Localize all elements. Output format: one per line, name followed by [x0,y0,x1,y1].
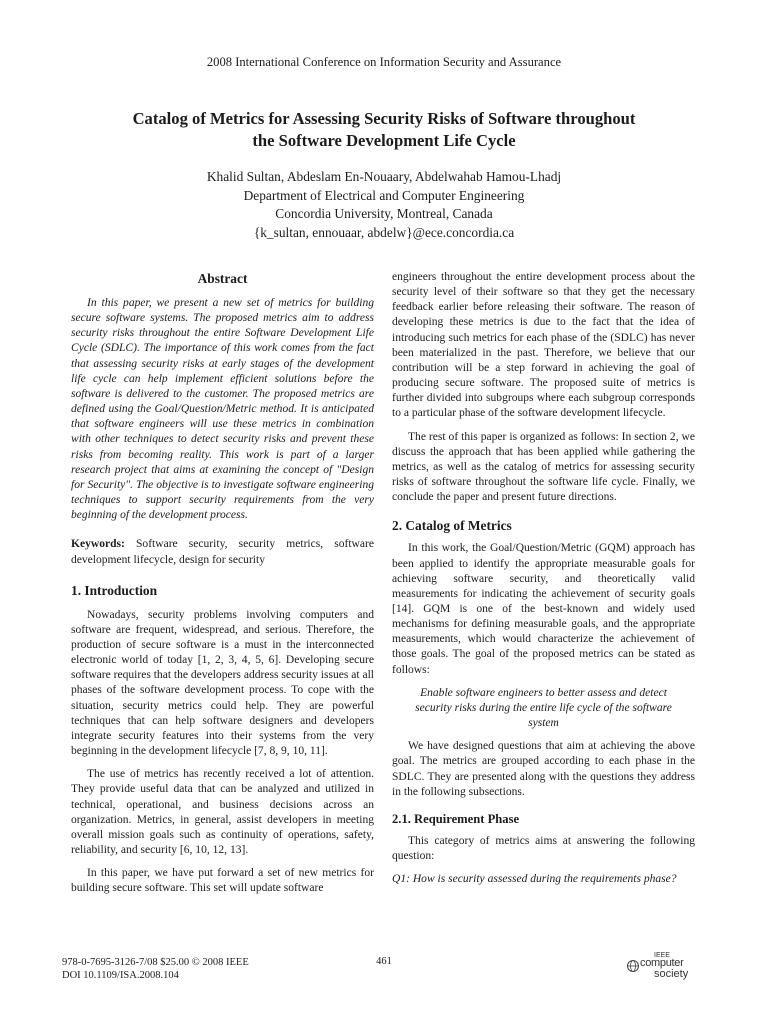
logo-ieee: IEEE [654,952,670,959]
intro-paragraph-2: The use of metrics has recently received a lot of attention. They provide useful data that can be analyzed and utilized in technical, operational, and business decisions across an organization. Metrics, in general, assist developers in meeting overall mission goals such as continuity of operations, safety, reliability, and security [6, 10, 12, 13]. [71,768,374,856]
abstract-text: In this paper, we present a new set of metrics for building secure software systems. The proposed metrics aim to address security risks throughout the entire Software Development Life Cycle (SDLC). The importance of this work comes from the fact that assessing security risks at early stages of the development life cycle can help implement efficient solutions before the software is delivered to the customer. The proposed metrics are defined using the Goal/Question/Metric method. It is anticipated that software engineers will use these metrics in combination with other techniques to detect security risks and prevent these risks from becoming reality. This work is part of a larger research project that aims at examining the concept of "Design for Security". The objective is to investigate software engineering techniques to support security requirements from the very beginning of the development process. [71,297,374,522]
intro-paragraph-3: In this paper, we have put forward a set of new metrics for building secure software. This set will update software [71,867,374,895]
paper-title [60,108,708,152]
keywords-label: Keywords: [71,538,125,551]
title-line-2: the Software Development Life Cycle [252,131,516,150]
keywords-text: Software security, security metrics, software development lifecycle, design for security [71,538,374,566]
section-2-1-paragraph: This category of metrics aims at answering the following question: [392,834,695,862]
page-number: 461 [376,956,392,967]
goal-statement: Enable software engineers to better assess and detect security risks during the entire life cycle of the software system [415,686,672,730]
section-2-paragraph-2: We have designed questions that aim at achieving the above goal. The metrics are grouped according to each phase in the SDLC. They are presented along with the questions they address in the following subsections. [392,740,695,798]
section-2-heading: 2. Catalog of Metrics [392,518,512,534]
section-1-heading: 1. Introduction [71,582,158,598]
globe-icon [626,959,640,973]
right-column [392,270,695,887]
emails: {k_sultan, ennouaar, abdelw}@ece.concordia.ca [253,224,515,240]
abstract-heading: Abstract [197,271,248,286]
logo-computer: computer [640,957,684,969]
section-2-1-heading: 2.1. Requirement Phase [392,811,520,826]
left-column [71,270,374,896]
section-2-paragraph-1: In this work, the Goal/Question/Metric (GQM) approach has been applied to identify the appropriate measurable goals for achieving software security, and theoretically valid measurements for indicating the achievement of security goals [14]. GQM is one of the best-known and widely used mechanisms for defining measurable goals, and the appropriate measurements, which would characterize the achievement of those goals. The goal of the proposed metrics can be stated as follows: [392,542,695,676]
authors: Khalid Sultan, Abdeslam En-Nouaary, Abdelwahab Hamou-Lhadj [206,169,562,184]
footer-isbn: 978-0-7695-3126-7/08 $25.00 © 2008 IEEE [62,957,249,968]
department: Department of Electrical and Computer Engineering [243,187,525,203]
author-block [60,168,708,242]
intro-paragraph-1: Nowadays, security problems involving computers and software are frequent, widespread, and serious. Therefore, the production of secure software is a must in the interconnected electronic world of today [1, 2, 3, 4, 5, 6]. Developing secure software requires that the developers address security issues at all phases of the software development process. To cope with the situation, security metrics could help. They are powerful techniques that can help software designers and developers integrate security features into their systems from the very beginning in the development lifecycle [7, 8, 9, 10, 11]. [71,608,375,758]
title-line-1: Catalog of Metrics for Assessing Security Risks of Software throughout [132,109,636,128]
right-paragraph-1: engineers throughout the entire development process about the security level of their software so that they get the necessary feedback earlier before releasing their software. The reason of developing these metrics is due to the fact that the idea of introducing such metrics for each phase of the (SDLC) has never been materialized in the past. Therefore, we believe that our contribution will be a step forward in achieving the goal of producing secure software. The proposed suite of metrics is further divided into subgroups where each subgroup corresponds to a particular phase of the software development lifecycle. [392,271,695,420]
ieee-computer-society-logo [626,952,708,982]
conference-header: 2008 International Conference on Information Security and Assurance [206,55,562,69]
logo-society: society [654,968,689,980]
right-paragraph-2: The rest of this paper is organized as follows: In section 2, we discuss the approach that has been applied while gathering the metrics, as well as the catalog of metrics for assessing security risks of software throughout the software life cycle. Finally, we conclude the paper and present future directions. [392,430,695,504]
footer-doi: DOI 10.1109/ISA.2008.104 [62,970,179,981]
question-1: Q1: How is security assessed during the requirements phase? [392,873,677,886]
keywords [71,537,374,567]
university: Concordia University, Montreal, Canada [275,206,493,222]
